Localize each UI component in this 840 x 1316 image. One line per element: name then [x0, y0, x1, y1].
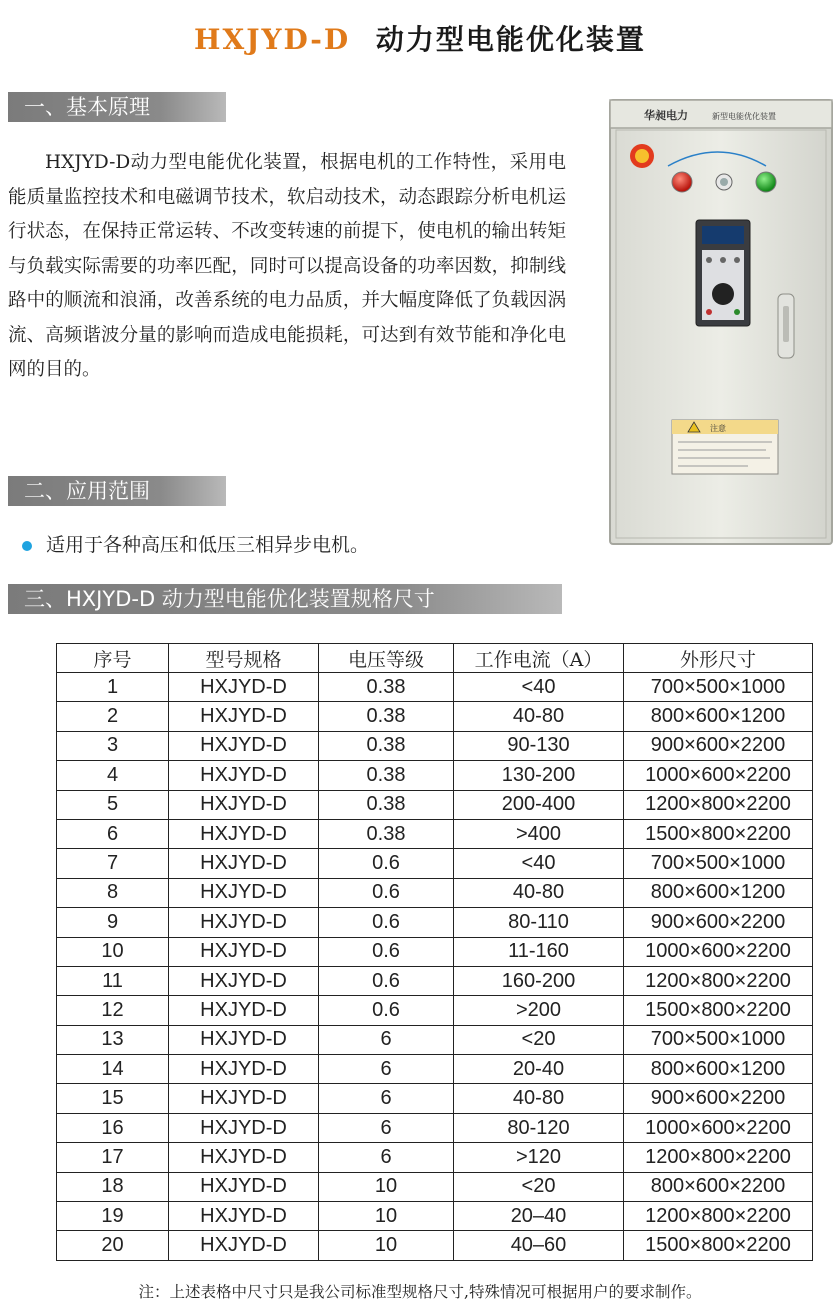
table-row	[57, 966, 813, 995]
cell-index: 9	[57, 908, 169, 937]
cell-dimensions: 900×600×2200	[624, 731, 813, 760]
bullet-icon	[22, 541, 32, 551]
cell-voltage: 0.38	[319, 819, 454, 848]
cell-current: >400	[454, 819, 624, 848]
cell-voltage: 10	[319, 1231, 454, 1260]
cell-current: 80-120	[454, 1113, 624, 1142]
cell-dimensions: 1200×800×2200	[624, 1202, 813, 1231]
col-header-index: 序号	[57, 644, 169, 673]
cell-voltage: 0.38	[319, 702, 454, 731]
spec-table	[56, 643, 813, 1261]
cell-index: 4	[57, 761, 169, 790]
application-text: 适用于各种高压和低压三相异步电机。	[46, 534, 370, 556]
table-row	[57, 849, 813, 878]
cell-index: 5	[57, 790, 169, 819]
cell-model: HXJYD-D	[169, 937, 319, 966]
table-footnote: 注：上述表格中尺寸只是我公司标准型规格尺寸,特殊情况可根据用户的要求制作。	[138, 1283, 702, 1301]
cell-index: 6	[57, 819, 169, 848]
title-name: 动力型电能优化装置	[375, 23, 646, 56]
cell-dimensions: 1500×800×2200	[624, 996, 813, 1025]
cell-dimensions: 800×600×1200	[624, 1055, 813, 1084]
cell-dimensions: 1000×600×2200	[624, 1113, 813, 1142]
cell-current: <40	[454, 849, 624, 878]
table-row	[57, 1202, 813, 1231]
cell-current: 40–60	[454, 1231, 624, 1260]
table-row	[57, 908, 813, 937]
cell-voltage: 0.38	[319, 761, 454, 790]
cell-index: 12	[57, 996, 169, 1025]
principle-paragraph: HXJYD-D动力型电能优化装置，根据电机的工作特性，采用电能质量监控技术和电磁调节技术，软启动技术，动态跟踪分析电机运行状态，在保持正常运转、不改变转速的前提下，使电机的输出转矩与负载实际需要的功率匹配，同时可以提高设备的功率因数，抑制线路中的顺流和浪涌，改善系统的电力品质，并大幅度降低了负载因涡流、高频谐波分量的影响而造成电能损耗，可达到有效节能和净化电网的目的。	[8, 152, 566, 380]
cell-current: >200	[454, 996, 624, 1025]
application-item	[22, 530, 369, 557]
cell-current: 40-80	[454, 878, 624, 907]
cell-voltage: 10	[319, 1202, 454, 1231]
cell-index: 19	[57, 1202, 169, 1231]
cell-voltage: 10	[319, 1172, 454, 1201]
cell-model: HXJYD-D	[169, 849, 319, 878]
cell-dimensions: 700×500×1000	[624, 849, 813, 878]
cell-model: HXJYD-D	[169, 673, 319, 702]
cell-voltage: 6	[319, 1055, 454, 1084]
cell-dimensions: 1200×800×2200	[624, 1143, 813, 1172]
cell-model: HXJYD-D	[169, 1113, 319, 1142]
table-row	[57, 1143, 813, 1172]
section-heading-principle: 一、基本原理	[8, 92, 226, 122]
col-header-dimensions: 外形尺寸	[624, 644, 813, 673]
cell-dimensions: 800×600×1200	[624, 702, 813, 731]
page-title	[0, 18, 840, 58]
warning-title: 注意	[710, 424, 726, 433]
cell-model: HXJYD-D	[169, 1055, 319, 1084]
cell-model: HXJYD-D	[169, 702, 319, 731]
cell-model: HXJYD-D	[169, 790, 319, 819]
section-heading-application: 二、应用范围	[8, 476, 226, 506]
cell-voltage: 6	[319, 1084, 454, 1113]
stop-button-icon	[672, 172, 692, 192]
table-row	[57, 996, 813, 1025]
cell-dimensions: 900×600×2200	[624, 908, 813, 937]
cell-current: 130-200	[454, 761, 624, 790]
cell-model: HXJYD-D	[169, 1172, 319, 1201]
cell-dimensions: 800×600×1200	[624, 878, 813, 907]
cell-current: <40	[454, 673, 624, 702]
cell-model: HXJYD-D	[169, 1025, 319, 1054]
table-row	[57, 1055, 813, 1084]
cell-dimensions: 800×600×2200	[624, 1172, 813, 1201]
cell-dimensions: 1500×800×2200	[624, 819, 813, 848]
cell-index: 3	[57, 731, 169, 760]
cabinet-brand: 华昶电力	[644, 109, 688, 122]
cell-current: 90-130	[454, 731, 624, 760]
cell-voltage: 0.38	[319, 731, 454, 760]
cell-model: HXJYD-D	[169, 761, 319, 790]
cell-voltage: 0.6	[319, 966, 454, 995]
cell-voltage: 0.6	[319, 849, 454, 878]
table-row	[57, 1172, 813, 1201]
table-row	[57, 878, 813, 907]
cell-dimensions: 1200×800×2200	[624, 790, 813, 819]
cell-index: 13	[57, 1025, 169, 1054]
table-row	[57, 819, 813, 848]
cell-current: 80-110	[454, 908, 624, 937]
table-row	[57, 1113, 813, 1142]
cell-voltage: 0.6	[319, 937, 454, 966]
cell-voltage: 6	[319, 1025, 454, 1054]
title-model: HXJYD-D	[194, 23, 351, 56]
run-button-icon	[756, 172, 776, 192]
section-heading-specs: 三、HXJYD-D 动力型电能优化装置规格尺寸	[8, 584, 562, 614]
cell-index: 1	[57, 673, 169, 702]
cell-model: HXJYD-D	[169, 1084, 319, 1113]
table-row	[57, 937, 813, 966]
cell-voltage: 6	[319, 1113, 454, 1142]
table-row	[57, 1025, 813, 1054]
cell-model: HXJYD-D	[169, 819, 319, 848]
cell-index: 8	[57, 878, 169, 907]
cabinet-image	[608, 98, 834, 550]
cell-dimensions: 1000×600×2200	[624, 937, 813, 966]
cell-model: HXJYD-D	[169, 1202, 319, 1231]
cell-current: 40-80	[454, 702, 624, 731]
cell-voltage: 0.38	[319, 790, 454, 819]
cell-dimensions: 1500×800×2200	[624, 1231, 813, 1260]
cell-current: 20-40	[454, 1055, 624, 1084]
cell-index: 18	[57, 1172, 169, 1201]
cell-index: 7	[57, 849, 169, 878]
cell-current: <20	[454, 1172, 624, 1201]
col-header-model: 型号规格	[169, 644, 319, 673]
cell-model: HXJYD-D	[169, 1143, 319, 1172]
cell-current: 40-80	[454, 1084, 624, 1113]
col-header-current: 工作电流（A）	[454, 644, 624, 673]
cell-current: 160-200	[454, 966, 624, 995]
cell-index: 15	[57, 1084, 169, 1113]
table-header-row	[57, 644, 813, 673]
cell-voltage: 0.6	[319, 996, 454, 1025]
cell-dimensions: 1000×600×2200	[624, 761, 813, 790]
cell-dimensions: 900×600×2200	[624, 1084, 813, 1113]
cell-voltage: 6	[319, 1143, 454, 1172]
cell-dimensions: 1200×800×2200	[624, 966, 813, 995]
cabinet-label: 新型电能优化装置	[712, 112, 776, 121]
cell-current: >120	[454, 1143, 624, 1172]
table-row	[57, 731, 813, 760]
cell-index: 2	[57, 702, 169, 731]
table-row	[57, 702, 813, 731]
cell-index: 11	[57, 966, 169, 995]
cell-voltage: 0.6	[319, 908, 454, 937]
cell-index: 10	[57, 937, 169, 966]
table-row	[57, 1231, 813, 1260]
cell-current: <20	[454, 1025, 624, 1054]
cell-voltage: 0.6	[319, 878, 454, 907]
cell-index: 17	[57, 1143, 169, 1172]
cell-index: 14	[57, 1055, 169, 1084]
col-header-voltage: 电压等级	[319, 644, 454, 673]
cell-model: HXJYD-D	[169, 731, 319, 760]
table-row	[57, 1084, 813, 1113]
cell-model: HXJYD-D	[169, 908, 319, 937]
cell-model: HXJYD-D	[169, 1231, 319, 1260]
cell-dimensions: 700×500×1000	[624, 673, 813, 702]
table-row	[57, 673, 813, 702]
cell-model: HXJYD-D	[169, 878, 319, 907]
cell-model: HXJYD-D	[169, 996, 319, 1025]
cell-index: 16	[57, 1113, 169, 1142]
cell-current: 20–40	[454, 1202, 624, 1231]
cell-current: 200-400	[454, 790, 624, 819]
table-row	[57, 790, 813, 819]
control-knob-icon	[712, 283, 734, 305]
cell-dimensions: 700×500×1000	[624, 1025, 813, 1054]
cell-index: 20	[57, 1231, 169, 1260]
cell-model: HXJYD-D	[169, 966, 319, 995]
cell-voltage: 0.38	[319, 673, 454, 702]
cell-current: 11-160	[454, 937, 624, 966]
table-row	[57, 761, 813, 790]
